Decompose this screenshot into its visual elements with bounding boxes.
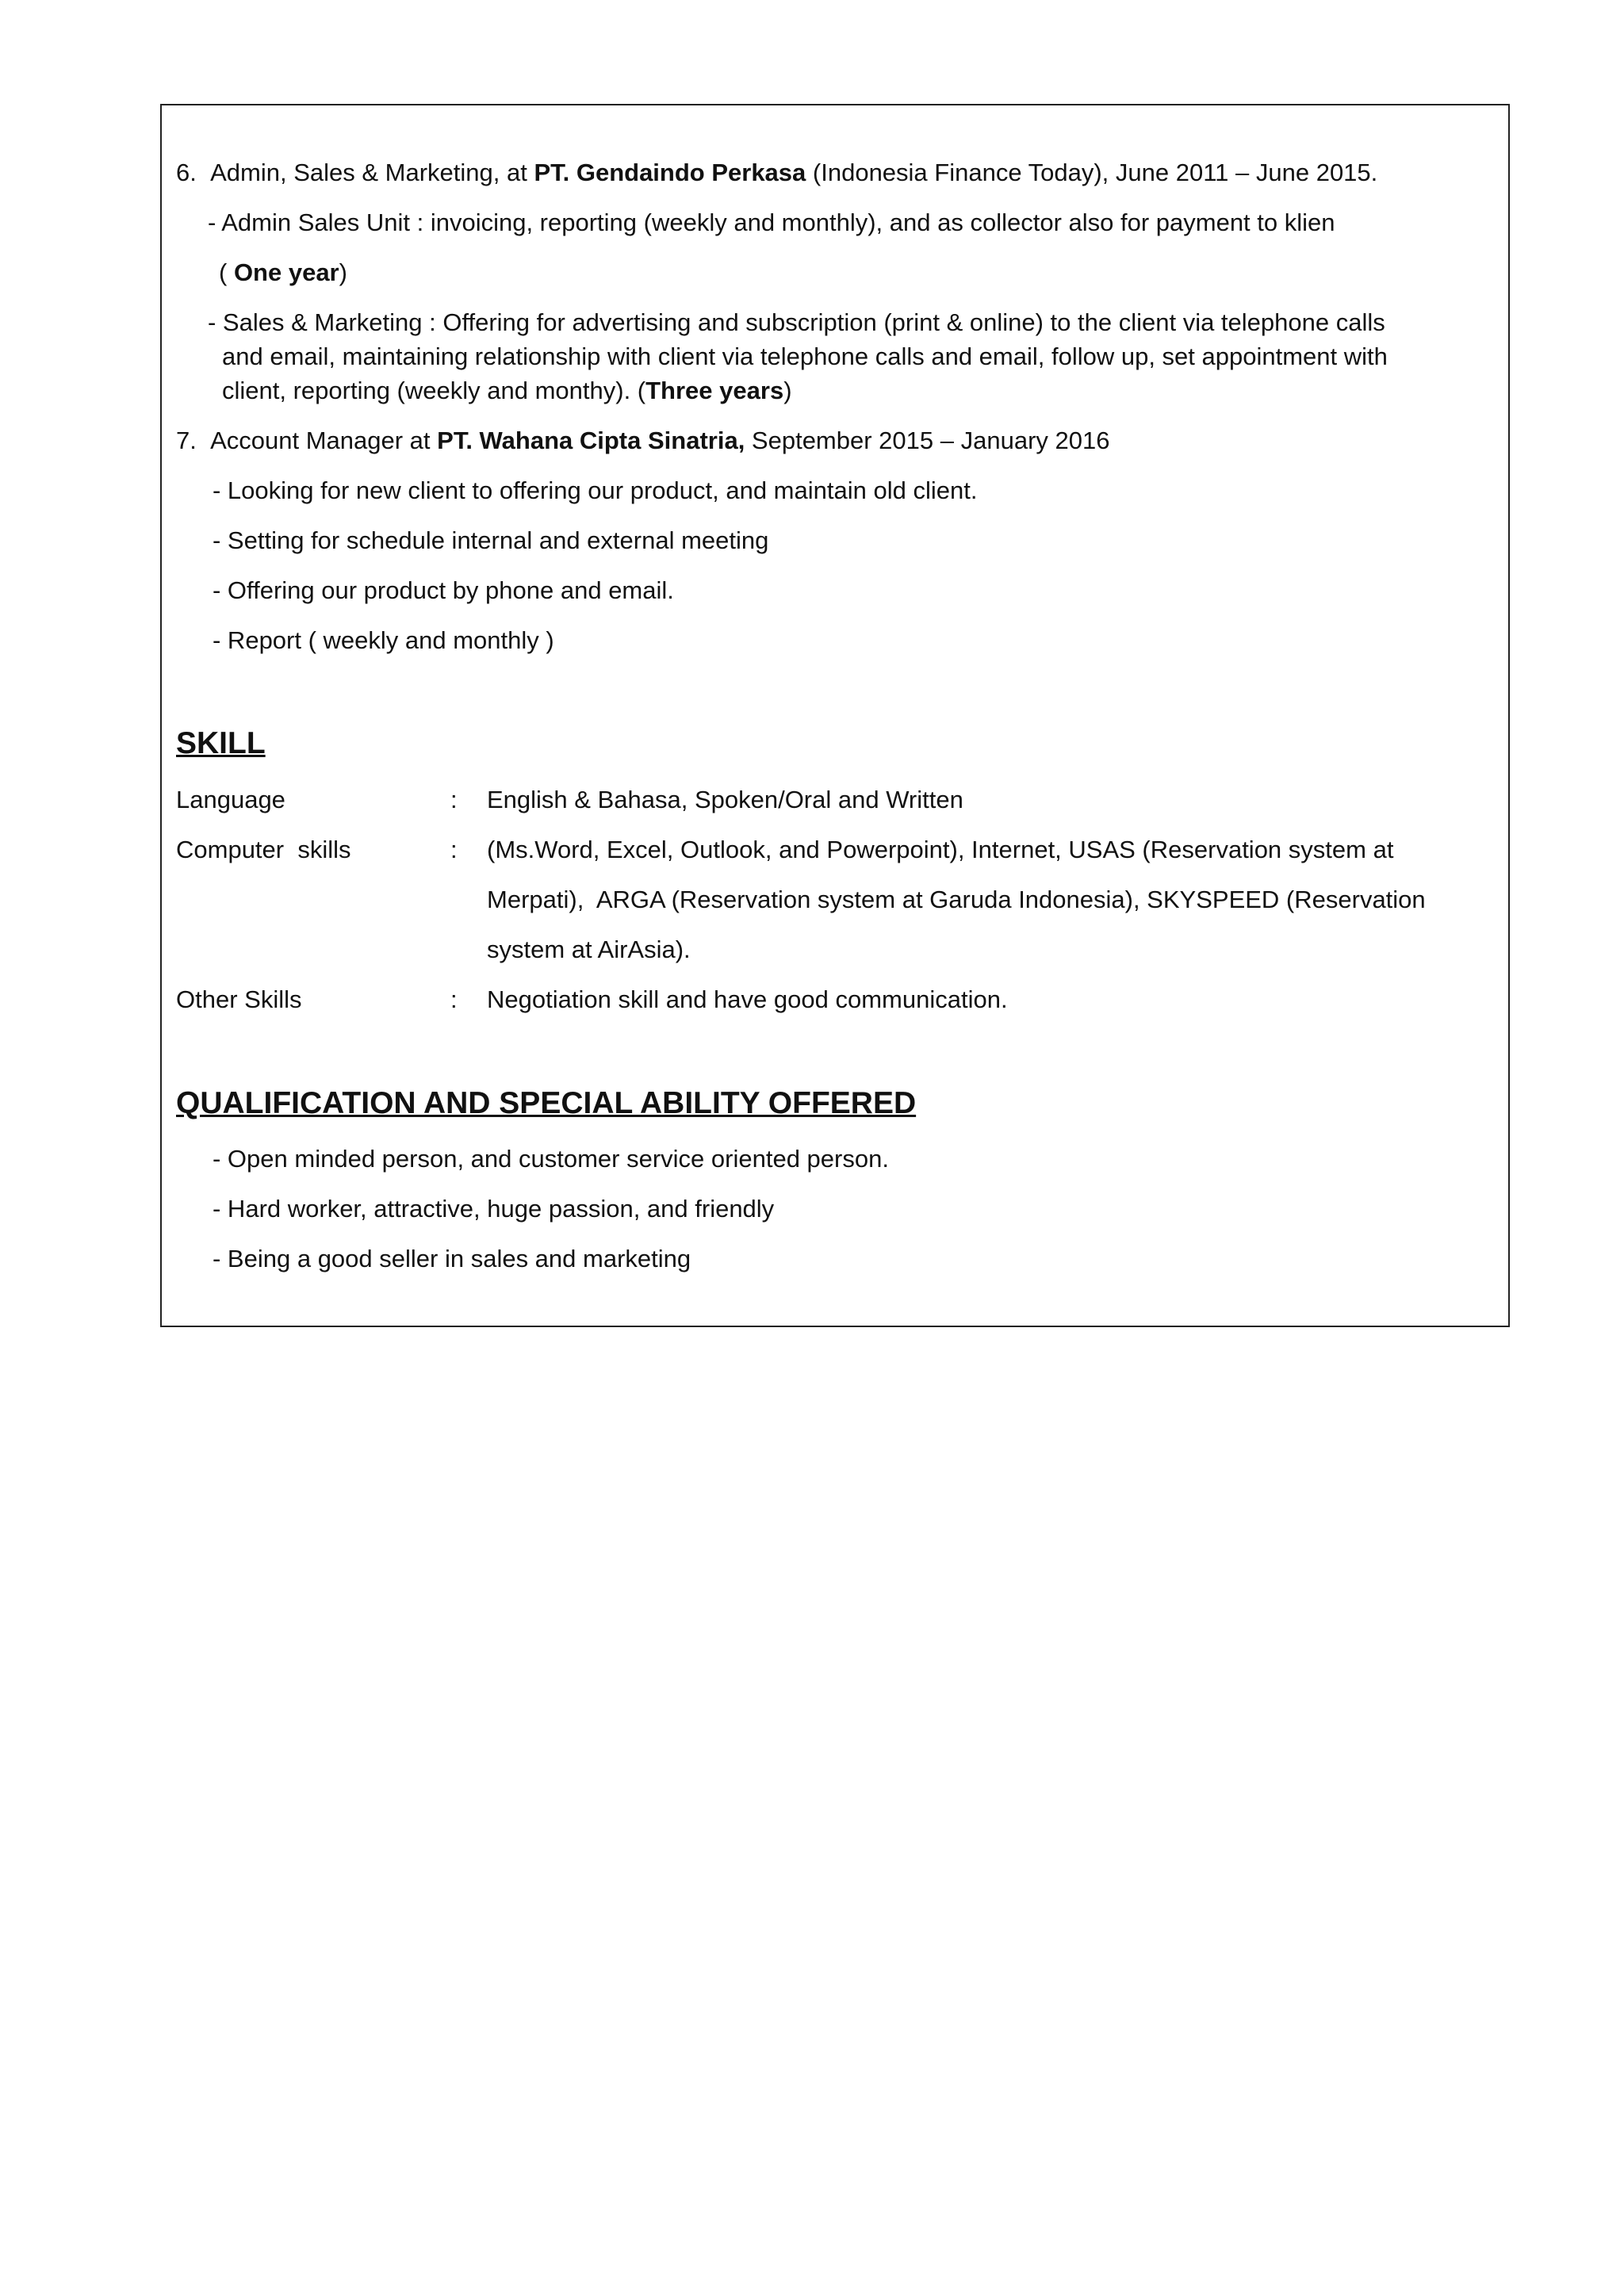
job-7-heading bbox=[176, 423, 1109, 458]
job-6-company: PT. Gendaindo Perkasa bbox=[534, 159, 806, 186]
job-6-admin-duration-close: ) bbox=[339, 258, 347, 286]
qualification-item: - Open minded person, and customer service oriented person. bbox=[213, 1145, 889, 1173]
job-7-dates: September 2015 – January 2016 bbox=[745, 427, 1110, 454]
skill-value-language: English & Bahasa, Spoken/Oral and Written bbox=[487, 786, 963, 813]
skill-label-computer: Computer skills bbox=[176, 836, 351, 863]
skill-section-title: SKILL bbox=[176, 726, 266, 760]
skill-label-other: Other Skills bbox=[176, 985, 302, 1013]
job-6-admin-duration-open: ( bbox=[219, 258, 234, 286]
job-7-item: - Report ( weekly and monthly ) bbox=[213, 626, 554, 654]
job-7-item: - Offering our product by phone and email. bbox=[213, 576, 674, 604]
job-6-sales-line-3-prefix: client, reporting (weekly and monthy). ( bbox=[222, 377, 646, 404]
job-6-sales-line-1: - Sales & Marketing : Offering for advertising and subscription (print & online) to the client via telephone calls bbox=[208, 308, 1385, 336]
job-6-admin-line: - Admin Sales Unit : invoicing, reporting (weekly and monthly), and as collector also for payment to klien bbox=[208, 209, 1335, 236]
job-7-item: - Setting for schedule internal and external meeting bbox=[213, 526, 769, 554]
skill-colon: : bbox=[450, 836, 458, 863]
skill-value-computer: (Ms.Word, Excel, Outlook, and Powerpoint), Internet, USAS (Reservation system at bbox=[487, 836, 1394, 863]
skill-colon: : bbox=[450, 985, 458, 1013]
skill-colon: : bbox=[450, 786, 458, 813]
skill-label-language: Language bbox=[176, 786, 285, 813]
qualification-section-title: QUALIFICATION AND SPECIAL ABILITY OFFERED bbox=[176, 1086, 917, 1120]
job-6-dates: (Indonesia Finance Today), June 2011 – June 2015. bbox=[806, 159, 1378, 186]
job-6-sales-duration: Three years bbox=[645, 377, 784, 404]
job-7-item: - Looking for new client to offering our product, and maintain old client. bbox=[213, 476, 978, 504]
qualification-item: - Being a good seller in sales and marketing bbox=[213, 1245, 691, 1272]
job-6-sales-line-3-suffix: ) bbox=[783, 377, 792, 404]
job-6-admin-duration bbox=[219, 255, 347, 290]
job-6-number: 6. bbox=[176, 159, 197, 186]
skill-value-computer-cont: system at AirAsia). bbox=[487, 936, 691, 963]
job-7-number: 7. bbox=[176, 427, 197, 454]
job-6-heading bbox=[176, 155, 1377, 190]
job-6-sales-line-2: and email, maintaining relationship with client via telephone calls and email, follow up, set appointment with bbox=[222, 342, 1388, 370]
job-7-title: Account Manager at bbox=[210, 427, 438, 454]
job-6-sales-line-3 bbox=[222, 373, 792, 408]
skill-value-other: Negotiation skill and have good communication. bbox=[487, 985, 1008, 1013]
job-6-admin-duration-value: One year bbox=[233, 258, 339, 286]
job-6-title: Admin, Sales & Marketing, at bbox=[210, 159, 534, 186]
job-7-company: PT. Wahana Cipta Sinatria, bbox=[437, 427, 745, 454]
skill-value-computer-cont: Merpati), ARGA (Reservation system at Garuda Indonesia), SKYSPEED (Reservation bbox=[487, 886, 1426, 913]
qualification-item: - Hard worker, attractive, huge passion, and friendly bbox=[213, 1195, 775, 1223]
